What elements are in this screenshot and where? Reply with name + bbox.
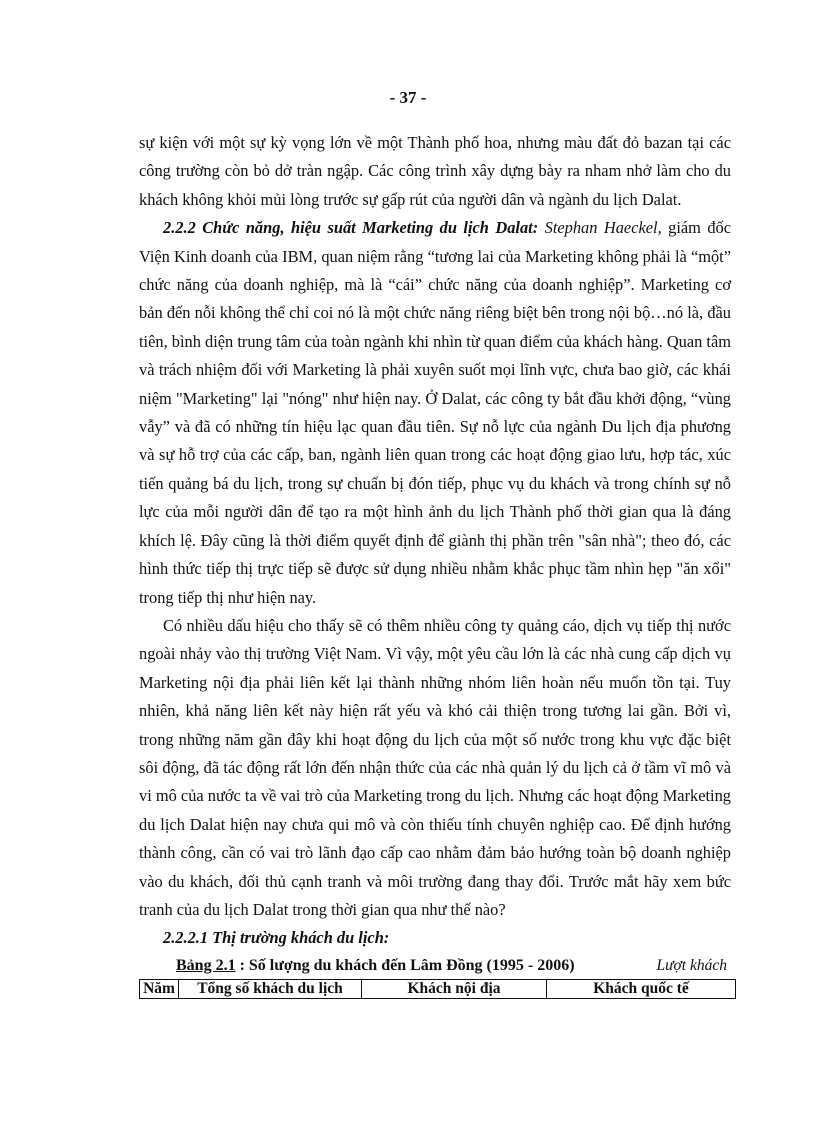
- table-title: : Số lượng du khách đến Lâm Đồng (1995 - 2006): [235, 957, 575, 974]
- subsection-heading-2-2-2-1: 2.2.2.1 Thị trường khách du lịch:: [163, 928, 390, 948]
- col-domestic-header: Khách nội địa: [362, 980, 547, 999]
- col-total-header: Tổng số khách du lịch: [179, 980, 362, 999]
- paragraph-3: Có nhiều dấu hiệu cho thấy sẽ có thêm nhiều công ty quảng cáo, dịch vụ tiếp thị nước ngoài nhảy vào thị trường Việt Nam. Vì vậy, một yêu cầu lớn là các nhà cung cấp dịch vụ Marketing nội địa phải liên kết lại thành những nhóm liên hoàn nếu muốn tồn tại. Tuy nhiên, khả năng liên kết này hiện rất yếu và khó cải thiện trong tương lai gần. Bởi vì, trong những năm gần đây khi hoạt động du lịch của một số nước trong khu vực đặc biệt sôi động, đã tác động rất lớn đến nhận thức của các nhà quản lý du lịch cả ở tầm vĩ mô và vi mô của nước ta về vai trò của Marketing trong du lịch. Nhưng các hoạt động Marketing du lịch Dalat hiện nay chưa qui mô và còn thiếu tính chuyên nghiệp cao. Để định hướng thành công, cần có vai trò lãnh đạo cấp cao nhằm đảm bảo hướng toàn bộ doanh nghiệp vào du khách, đối thủ cạnh tranh và môi trường đang thay đổi. Trước mắt hãy xem bức tranh của du lịch Dalat trong thời gian qua như thế nào?: [139, 615, 731, 919]
- section-heading-2-2-2: 2.2.2 Chức năng, hiệu suất Marketing du lịch Dalat:: [163, 218, 539, 238]
- person-name: Stephan Haeckel: [544, 218, 658, 238]
- col-international-header: Khách quốc tế: [547, 980, 736, 999]
- table-caption-title: [176, 957, 575, 975]
- table-label: Bảng 2.1: [176, 957, 236, 974]
- col-year-header: Năm: [140, 980, 179, 999]
- table-header-row: [140, 980, 736, 999]
- tourist-table: [139, 979, 736, 999]
- paragraph-2-text: , giám đốc Viện Kinh doanh của IBM, quan niệm rằng “tương lai của Marketing không phải là “một” chức năng của doanh nghiệp, mà là “cái” chức năng của doanh nghiệp”. Marketing cơ bản đến nỗi không thể chỉ coi nó là một chức năng riêng biệt bên trong nội bộ…nó là, đầu tiên, bình diện trung tâm của toàn ngành khi nhìn từ quan điểm của khách hàng. Quan tâm và trách nhiệm đối với Marketing là phải xuyên suốt mọi lĩnh vực, chưa bao giờ, các khái niệm "Marketing" lại "nóng" như hiện nay. Ở Dalat, các công ty bắt đầu khởi động, “vùng vẫy” và đã có những tín hiệu lạc quan đầu tiên. Sự nỗ lực của ngành Du lịch địa phương và sự hỗ trợ của các cấp, ban, ngành liên quan trong các hoạt động giao lưu, hợp tác, xúc tiến quảng bá du lịch, trong sự chuẩn bị đón tiếp, phục vụ du khách và trong chính sự nỗ lực của mỗi người dân để tạo ra một hình ảnh du lịch Thành phố thời gian qua là đáng khích lệ. Đây cũng là thời điểm quyết định để giành thị phần trên "sân nhà"; theo đó, các hình thức tiếp thị trực tiếp sẽ được sử dụng nhiều nhằm khắc phục tầm nhìn hẹp "ăn xổi" trong tiếp thị như hiện nay.: [139, 218, 732, 607]
- page-number: - 37 -: [389, 88, 427, 107]
- paragraph-1: sự kiện với một sự kỳ vọng lớn về một Thành phố hoa, nhưng màu đất đỏ bazan tại các công trường còn bỏ dở tràn ngập. Các công trình xây dựng bày ra nham nhở làm cho du khách không khỏi mủi lòng trước sự gấp rút của người dân và ngành du lịch Dalat.: [139, 133, 731, 209]
- table-unit: Lượt khách: [656, 957, 727, 974]
- table-caption: [139, 957, 731, 977]
- paragraph-2: [139, 214, 731, 612]
- body-text: [139, 129, 731, 953]
